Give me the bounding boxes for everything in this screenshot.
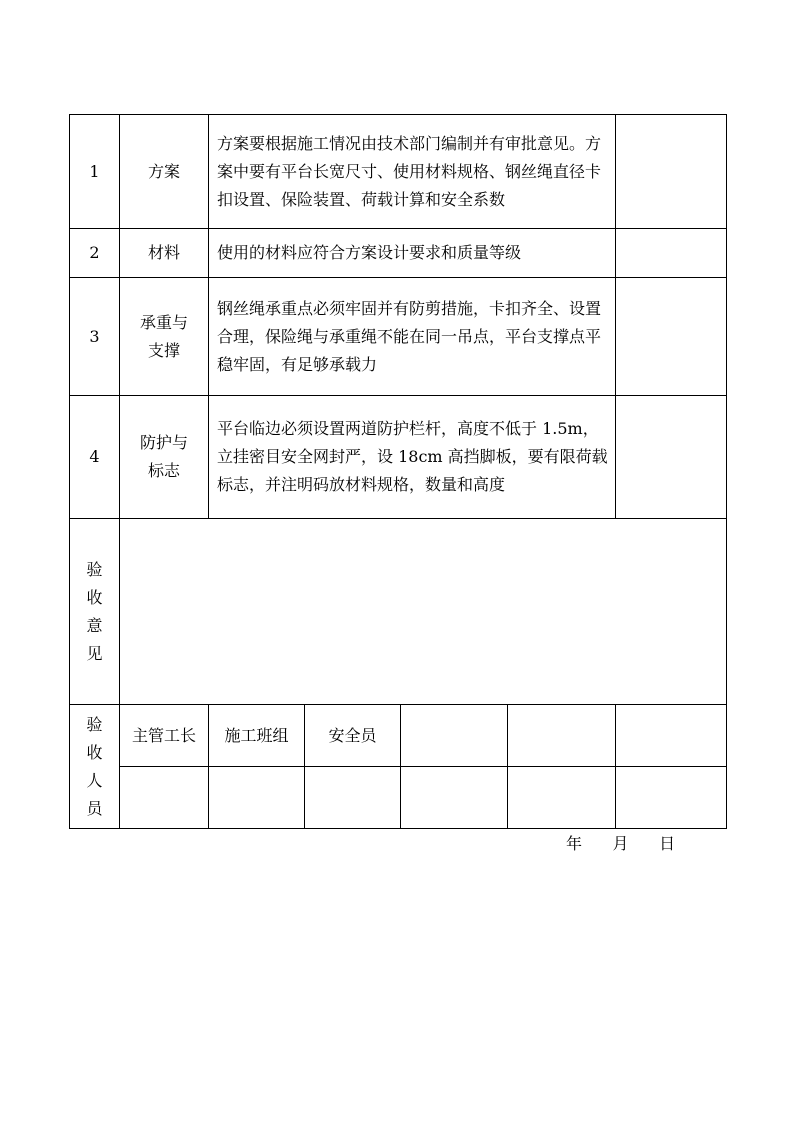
label-char: 收 xyxy=(86,587,103,607)
signature-cell[interactable] xyxy=(401,767,508,829)
acceptance-opinion-label xyxy=(70,519,120,705)
item-name-line: 方案 xyxy=(147,161,180,181)
item-name-line: 支撑 xyxy=(147,340,180,360)
role-extra-1[interactable] xyxy=(401,705,508,767)
item-requirement: 平台临边必须设置两道防护栏杆，高度不低于 1.5m，立挂密目安全网封严，设 18cm 高挡脚板，要有限荷载标志，并注明码放材料规格，数量和高度 xyxy=(209,396,616,519)
acceptance-staff-signatures-row xyxy=(70,767,727,829)
item-number: 2 xyxy=(70,229,120,278)
signature-cell[interactable] xyxy=(305,767,401,829)
label-char: 验 xyxy=(86,559,103,579)
item-requirement: 钢丝绳承重点必须牢固并有防剪措施，卡扣齐全、设置合理，保险绳与承重绳不能在同一吊点，平台支撑点平稳牢固，有足够承载力 xyxy=(209,278,616,396)
role-foreman: 主管工长 xyxy=(120,705,209,767)
item-result-cell[interactable] xyxy=(616,396,727,519)
item-result-cell[interactable] xyxy=(616,115,727,229)
item-number: 3 xyxy=(70,278,120,396)
item-row-4 xyxy=(70,396,727,519)
item-requirement: 使用的材料应符合方案设计要求和质量等级 xyxy=(209,229,616,278)
item-row-1 xyxy=(70,115,727,229)
label-char: 收 xyxy=(86,742,103,762)
role-safety-officer: 安全员 xyxy=(305,705,401,767)
item-result-cell[interactable] xyxy=(616,278,727,396)
inspection-table xyxy=(69,114,727,829)
date-year: 年 xyxy=(566,834,583,853)
item-name xyxy=(120,396,209,519)
label-char: 见 xyxy=(86,643,103,663)
item-name-line: 承重与 xyxy=(139,312,188,332)
signature-cell[interactable] xyxy=(508,767,616,829)
role-extra-3[interactable] xyxy=(616,705,727,767)
role-construction-team: 施工班组 xyxy=(209,705,305,767)
signature-cell[interactable] xyxy=(120,767,209,829)
date-line xyxy=(566,830,675,858)
signature-cell[interactable] xyxy=(209,767,305,829)
date-day: 日 xyxy=(659,834,676,853)
item-name xyxy=(120,115,209,229)
item-name-line: 防护与 xyxy=(139,433,188,452)
item-name-line: 材料 xyxy=(147,243,180,262)
item-row-2 xyxy=(70,229,727,278)
item-result-cell[interactable] xyxy=(616,229,727,278)
date-month: 月 xyxy=(612,834,629,853)
label-char: 员 xyxy=(86,798,103,818)
acceptance-staff-roles-row xyxy=(70,705,727,767)
label-char: 意 xyxy=(86,615,103,635)
item-requirement: 方案要根据施工情况由技术部门编制并有审批意见。方案中要有平台长宽尺寸、使用材料规格、钢丝绳直径卡扣设置、保险装置、荷载计算和安全系数 xyxy=(209,115,616,229)
item-name xyxy=(120,229,209,278)
acceptance-opinion-field[interactable] xyxy=(120,519,727,705)
label-char: 验 xyxy=(86,714,103,734)
signature-cell[interactable] xyxy=(616,767,727,829)
item-number: 4 xyxy=(70,396,120,519)
item-row-3 xyxy=(70,278,727,396)
role-extra-2[interactable] xyxy=(508,705,616,767)
item-name xyxy=(120,278,209,396)
item-number: 1 xyxy=(70,115,120,229)
acceptance-staff-label xyxy=(70,705,120,829)
item-name-line: 标志 xyxy=(147,461,180,480)
acceptance-opinion-row xyxy=(70,519,727,705)
label-char: 人 xyxy=(86,770,103,790)
